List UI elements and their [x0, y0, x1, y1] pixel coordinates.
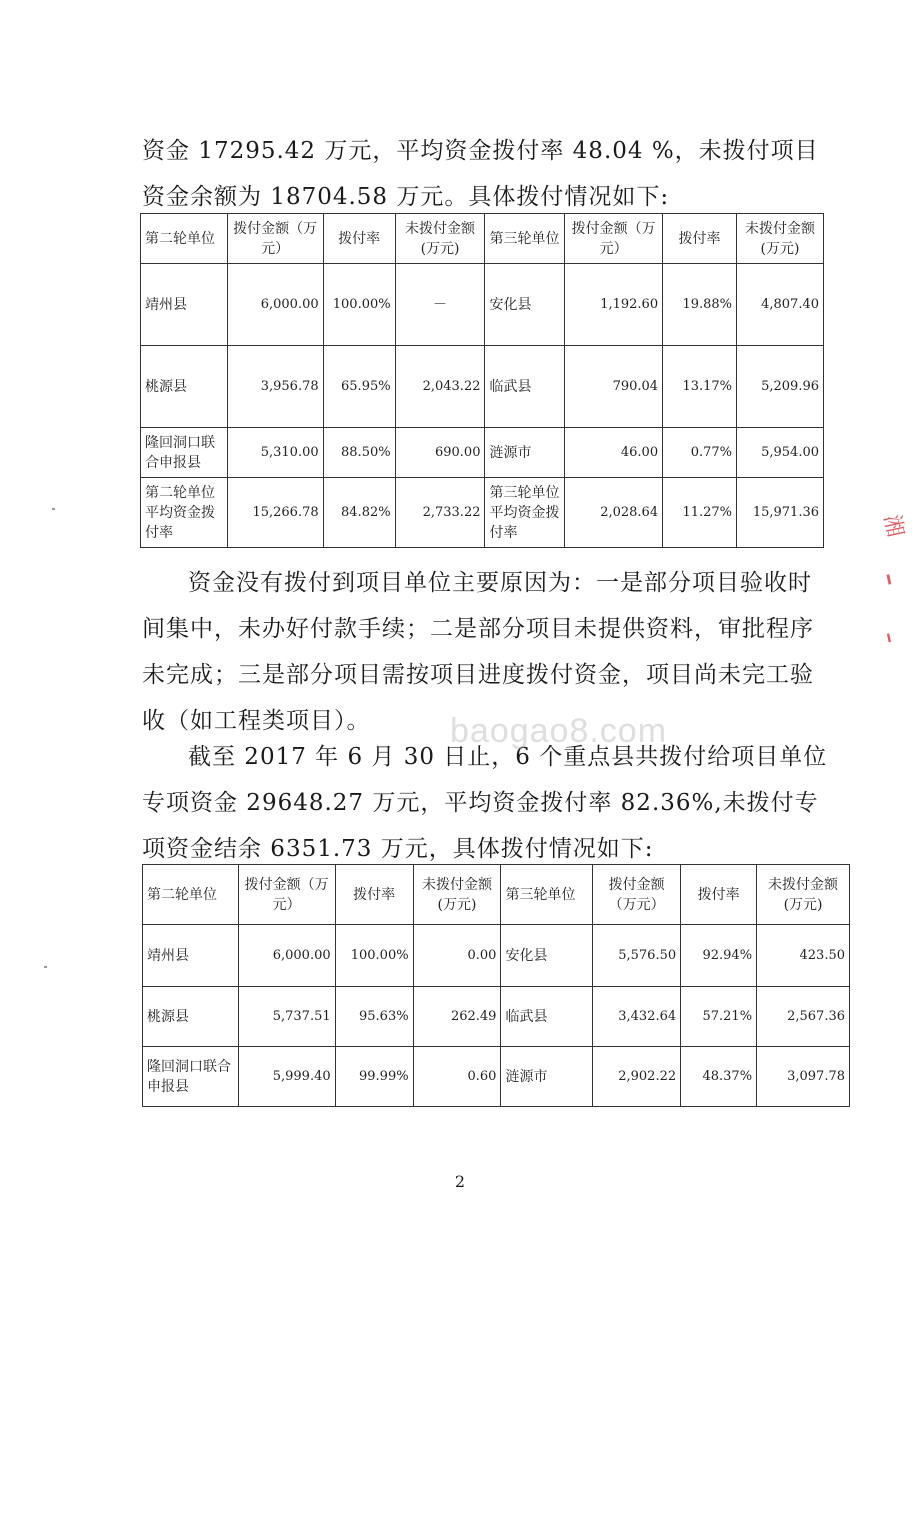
page-number: 2 [454, 1172, 466, 1191]
table-row [141, 346, 824, 428]
table-cell: 5,999.40 [238, 1047, 335, 1107]
red-seal-stamp-edge [878, 500, 914, 700]
table-cell: 靖州县 [143, 925, 239, 987]
seal-mark: ━ [879, 632, 897, 644]
table-cell: 3,097.78 [757, 1047, 850, 1107]
table-cell: 690.00 [395, 428, 485, 478]
table-cell: 安化县 [485, 264, 565, 346]
header-cell: 第三轮单位 [485, 214, 565, 264]
table-header-row [143, 865, 850, 925]
table-cell: 2,902.22 [593, 1047, 681, 1107]
table-cell: 临武县 [485, 346, 565, 428]
table-cell: 2,043.22 [395, 346, 485, 428]
table-row [143, 925, 850, 987]
table-cell: 57.21% [681, 987, 757, 1047]
table-cell: 423.50 [757, 925, 850, 987]
table-cell: 3,956.78 [227, 346, 323, 428]
table-cell: 19.88% [663, 264, 737, 346]
table-cell: 6,000.00 [227, 264, 323, 346]
table-cell: 5,310.00 [227, 428, 323, 478]
table-cell: 262.49 [413, 987, 501, 1047]
table-cell: 桃源县 [143, 987, 239, 1047]
table-cell: 5,737.51 [238, 987, 335, 1047]
header-cell: 未拨付金额(万元) [413, 865, 501, 925]
table-row [141, 428, 824, 478]
header-cell: 拨付金额（万元） [227, 214, 323, 264]
table-header-row [141, 214, 824, 264]
scan-speck [52, 508, 55, 510]
table-cell: 隆回洞口联合申报县 [143, 1047, 239, 1107]
table-allocation-round2-round3 [140, 213, 824, 548]
table-cell: 95.63% [335, 987, 413, 1047]
header-cell: 第二轮单位 [143, 865, 239, 925]
table-cell: 65.95% [323, 346, 395, 428]
paragraph-funds-summary: 资金 17295.42 万元，平均资金拨付率 48.04 %，未拨付项目资金余额为 18704.58 万元。具体拨付情况如下: [142, 138, 819, 210]
header-cell: 拨付金额（万元） [238, 865, 335, 925]
table-cell: 100.00% [335, 925, 413, 987]
header-cell: 未拨付金额(万元) [737, 214, 824, 264]
table-cell: 2,567.36 [757, 987, 850, 1047]
table-cell: 84.82% [323, 478, 395, 548]
header-cell: 拨付率 [663, 214, 737, 264]
table-cell: 5,209.96 [737, 346, 824, 428]
seal-glyph: 湘 [878, 512, 908, 540]
table-cell: 99.99% [335, 1047, 413, 1107]
table-cell: 靖州县 [141, 264, 228, 346]
table-cell: 11.27% [663, 478, 737, 548]
table-row [143, 1047, 850, 1107]
table-cell: 安化县 [501, 925, 593, 987]
table-cell: 790.04 [565, 346, 663, 428]
table-cell: 2,028.64 [565, 478, 663, 548]
header-cell: 拨付率 [335, 865, 413, 925]
table-summary-row [141, 478, 824, 548]
table-cell: 6,000.00 [238, 925, 335, 987]
table-cell: 涟源市 [501, 1047, 593, 1107]
header-cell: 拨付金额（万元） [565, 214, 663, 264]
table-cell: 46.00 [565, 428, 663, 478]
table-cell: 5,954.00 [737, 428, 824, 478]
table-cell: 临武县 [501, 987, 593, 1047]
paragraph-june-summary: 截至 2017 年 6 月 30 日止，6 个重点县共拨付给项目单位专项资金 29648.27 万元，平均资金拨付率 82.36%,未拨付专项资金结余 6351.73 万元，具体拨付情况如下: [142, 744, 828, 862]
table-cell: 13.17% [663, 346, 737, 428]
header-cell: 拨付金额（万元） [593, 865, 681, 925]
table-cell: 4,807.40 [737, 264, 824, 346]
header-cell: 拨付率 [323, 214, 395, 264]
scan-speck [44, 966, 47, 968]
header-cell: 拨付率 [681, 865, 757, 925]
watermark-text: baogao8.com [450, 712, 668, 750]
table-cell: 第三轮单位平均资金拨付率 [485, 478, 565, 548]
table-row [143, 987, 850, 1047]
table-cell: 88.50% [323, 428, 395, 478]
table-cell: 100.00% [323, 264, 395, 346]
table-cell: 3,432.64 [593, 987, 681, 1047]
seal-mark: ━ [878, 572, 900, 587]
table-cell: 92.94% [681, 925, 757, 987]
table-cell: 0.77% [663, 428, 737, 478]
table-cell: 15,971.36 [737, 478, 824, 548]
table-cell: 0.60 [413, 1047, 501, 1107]
table-cell: 0.00 [413, 925, 501, 987]
table-cell: 2,733.22 [395, 478, 485, 548]
header-cell: 第三轮单位 [501, 865, 593, 925]
header-cell: 未拨付金额(万元) [757, 865, 850, 925]
table-cell: 5,576.50 [593, 925, 681, 987]
table-cell: 1,192.60 [565, 264, 663, 346]
table-cell: 桃源县 [141, 346, 228, 428]
header-cell: 未拨付金额(万元) [395, 214, 485, 264]
table-cell: 隆回洞口联合申报县 [141, 428, 228, 478]
table-cell: 48.37% [681, 1047, 757, 1107]
table-cell: 涟源市 [485, 428, 565, 478]
table-row [141, 264, 824, 346]
table-cell: 15,266.78 [227, 478, 323, 548]
table-cell: 第二轮单位平均资金拨付率 [141, 478, 228, 548]
table-cell: － [395, 264, 485, 346]
header-cell: 第二轮单位 [141, 214, 228, 264]
paragraph-reasons: 资金没有拨付到项目单位主要原因为：一是部分项目验收时间集中，未办好付款手续；二是部分项目未提供资料，审批程序未完成；三是部分项目需按项目进度拨付资金，项目尚未完工验收（如工程类项目）。 [142, 570, 814, 734]
table-allocation-june [142, 864, 850, 1107]
